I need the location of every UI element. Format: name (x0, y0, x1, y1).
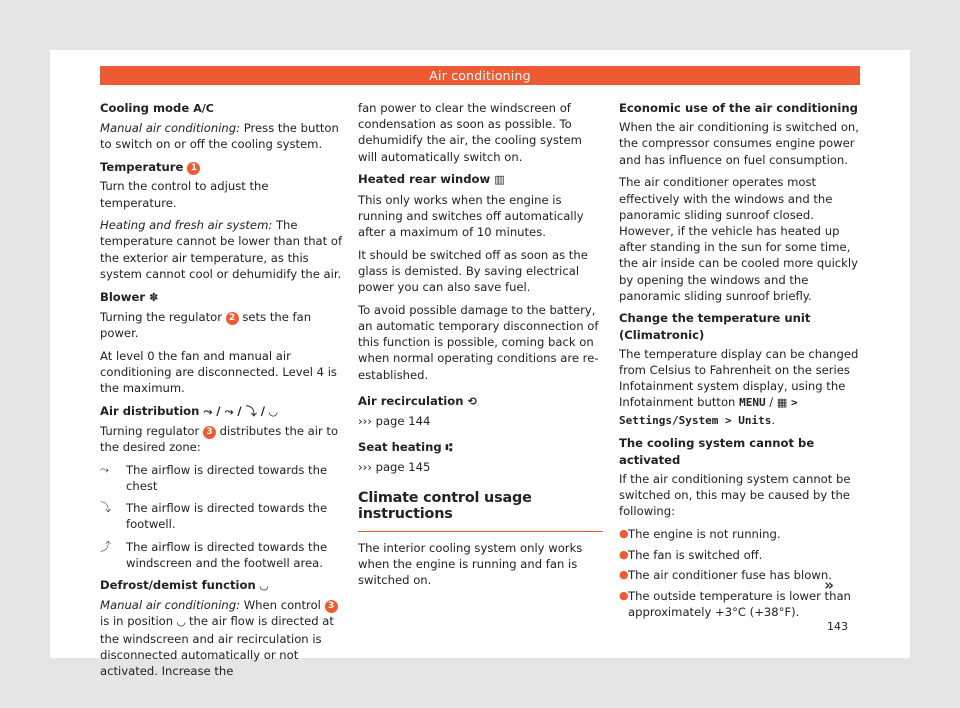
defrost-continued-text: fan power to clear the windscreen of condensation as soon as possible. To dehumidify the air, the cooling system will automatically switch on. (358, 101, 582, 164)
airflow-foot-icon: ⤵ (245, 404, 257, 418)
airflow-chest-icon: ⤳ (203, 404, 213, 418)
blower-heading: Blower ✽ (100, 289, 345, 306)
list-item: ● The engine is not running. (619, 526, 781, 541)
list-item: ● The fan is switched off. (619, 547, 763, 562)
air-distribution-text: Turning regulator 3 distributes the air to the desired zone: (100, 423, 339, 455)
temperature-heading: Temperature 1 (100, 159, 345, 175)
temperature-text: Turn the control to adjust the temperature. (100, 179, 269, 210)
economic-heading: Economic use of the air conditioning (619, 101, 858, 115)
recirculation-heading: Air recirculation ⟲ (358, 393, 603, 410)
continued-arrow-icon: » (824, 576, 834, 594)
list-item: ● The outside temperature is lower than approximately +3°C (+38°F). (619, 588, 851, 620)
callout-1-icon: 1 (187, 162, 200, 175)
fan-icon: ✽ (149, 290, 159, 304)
bullet-icon: ● (619, 526, 629, 540)
column-right (619, 100, 864, 625)
ac-icon: A/C (193, 102, 214, 115)
bullet-icon: ● (619, 568, 629, 582)
column-middle (358, 100, 603, 595)
rear-window-text-2: It should be switched off as soon as the glass is demisted. By saving electrical power you can also save fuel. (358, 247, 588, 295)
section-text: The interior cooling system only works when the engine is running and fan is switched on. (358, 540, 583, 588)
column-left (100, 100, 345, 686)
bullet-icon: ● (619, 588, 629, 602)
defrost-heading: Defrost/demist function ◡ (100, 577, 345, 594)
air-distribution-heading: Air distribution ⤳ / ⤳ / ⤵ / ◡ (100, 403, 345, 420)
section-header-title: Air conditioning (429, 68, 531, 83)
cooling-text: Manual air conditioning: Press the button to switch on or off the cooling system. (100, 121, 339, 152)
bullet-icon: ● (619, 547, 629, 561)
rear-window-heading: Heated rear window ▥ (358, 171, 603, 188)
defrost-icon: ◡ (269, 404, 278, 418)
temperature-unit-heading: Change the temperature unit (Climatronic) (619, 311, 811, 342)
list-item: ● The air conditioner fuse has blown. (619, 568, 832, 583)
defrost-text: Manual air conditioning: When control 3 is in position ◡ the air flow is directed at the windscreen and air recirculation is disconnected automatically or not activated. Increase the (100, 597, 345, 679)
airflow-item: ⤳ The airflow is directed towards the chest (100, 462, 328, 494)
airflow-windscreen-icon: ⤴ (100, 539, 111, 553)
recirculation-ref[interactable]: ››› page 144 (358, 413, 431, 428)
manual-page (50, 50, 910, 679)
temperature-unit-text: The temperature display can be changed from Celsius to Fahrenheit on the series Infotainment system display, using the Infotainment button MENU / ▦ > Settings/System > Units. (619, 346, 859, 427)
rear-window-text-1: This only works when the engine is running and switches off automatically after a maximum of 10 minutes. (358, 192, 584, 239)
defrost-icon: ◡ (176, 615, 186, 629)
cannot-activate-heading: The cooling system cannot be activated (619, 436, 815, 467)
airflow-chest-icon: ⤳ (100, 462, 109, 476)
airflow-item: ⤴ The airflow is directed towards the windscreen and the footwell area. (100, 539, 328, 570)
menu-button-label: MENU (739, 396, 766, 410)
economic-text-2: The air conditioner operates most effectively with the windows and the panoramic sliding sunroof closed. However, if the vehicle has heated up after standing in the sun for some time, the air inside can be cooled more quickly by opening the windows and the panoramic sliding sunroof briefly. (619, 175, 858, 303)
airflow-chest-foot-icon: ⤳ (224, 404, 234, 418)
blower-levels-text: At level 0 the fan and manual air conditioning are disconnected. Level 4 is the maximum. (100, 348, 337, 396)
blower-text: Turning the regulator 2 sets the fan power. (100, 309, 312, 340)
rear-window-text-3: To avoid possible damage to the battery, an automatic temporary disconnection of this function is possible, coming back on when normal operating conditions are re-established. (358, 302, 599, 382)
callout-3-icon: 3 (203, 426, 216, 439)
airflow-item: ⤵ The airflow is directed towards the footwell. (100, 501, 328, 532)
temperature-note: Heating and fresh air system: The temperature cannot be lower than that of the exterior air temperature, as this system cannot cool or dehumidify the air. (100, 218, 343, 281)
seat-heating-heading: Seat heating ⑆ (358, 439, 603, 456)
apps-grid-icon: ▦ (776, 396, 788, 410)
airflow-foot-icon: ⤵ (100, 501, 111, 515)
defrost-icon: ◡ (259, 579, 269, 593)
callout-2-icon: 2 (226, 312, 239, 325)
page-number: 143 (827, 620, 848, 633)
settings-path: > Settings/System > Units (619, 396, 798, 427)
rear-window-heat-icon: ▥ (494, 173, 505, 187)
section-header-band (100, 66, 860, 85)
section-title: Climate control usage instructions (358, 490, 603, 532)
callout-3-icon: 3 (325, 600, 338, 613)
cannot-activate-text: If the air conditioning system cannot be switched on, this may be caused by the following: (619, 471, 851, 519)
seat-heating-ref[interactable]: ››› page 145 (358, 460, 431, 475)
recirculation-icon: ⟲ (467, 394, 477, 408)
economic-text-1: When the air conditioning is switched on, the compressor consumes engine power and has influence on fuel consumption. (619, 120, 859, 167)
cooling-heading: Cooling mode A/C (100, 100, 345, 117)
seat-heating-icon: ⑆ (445, 441, 453, 455)
